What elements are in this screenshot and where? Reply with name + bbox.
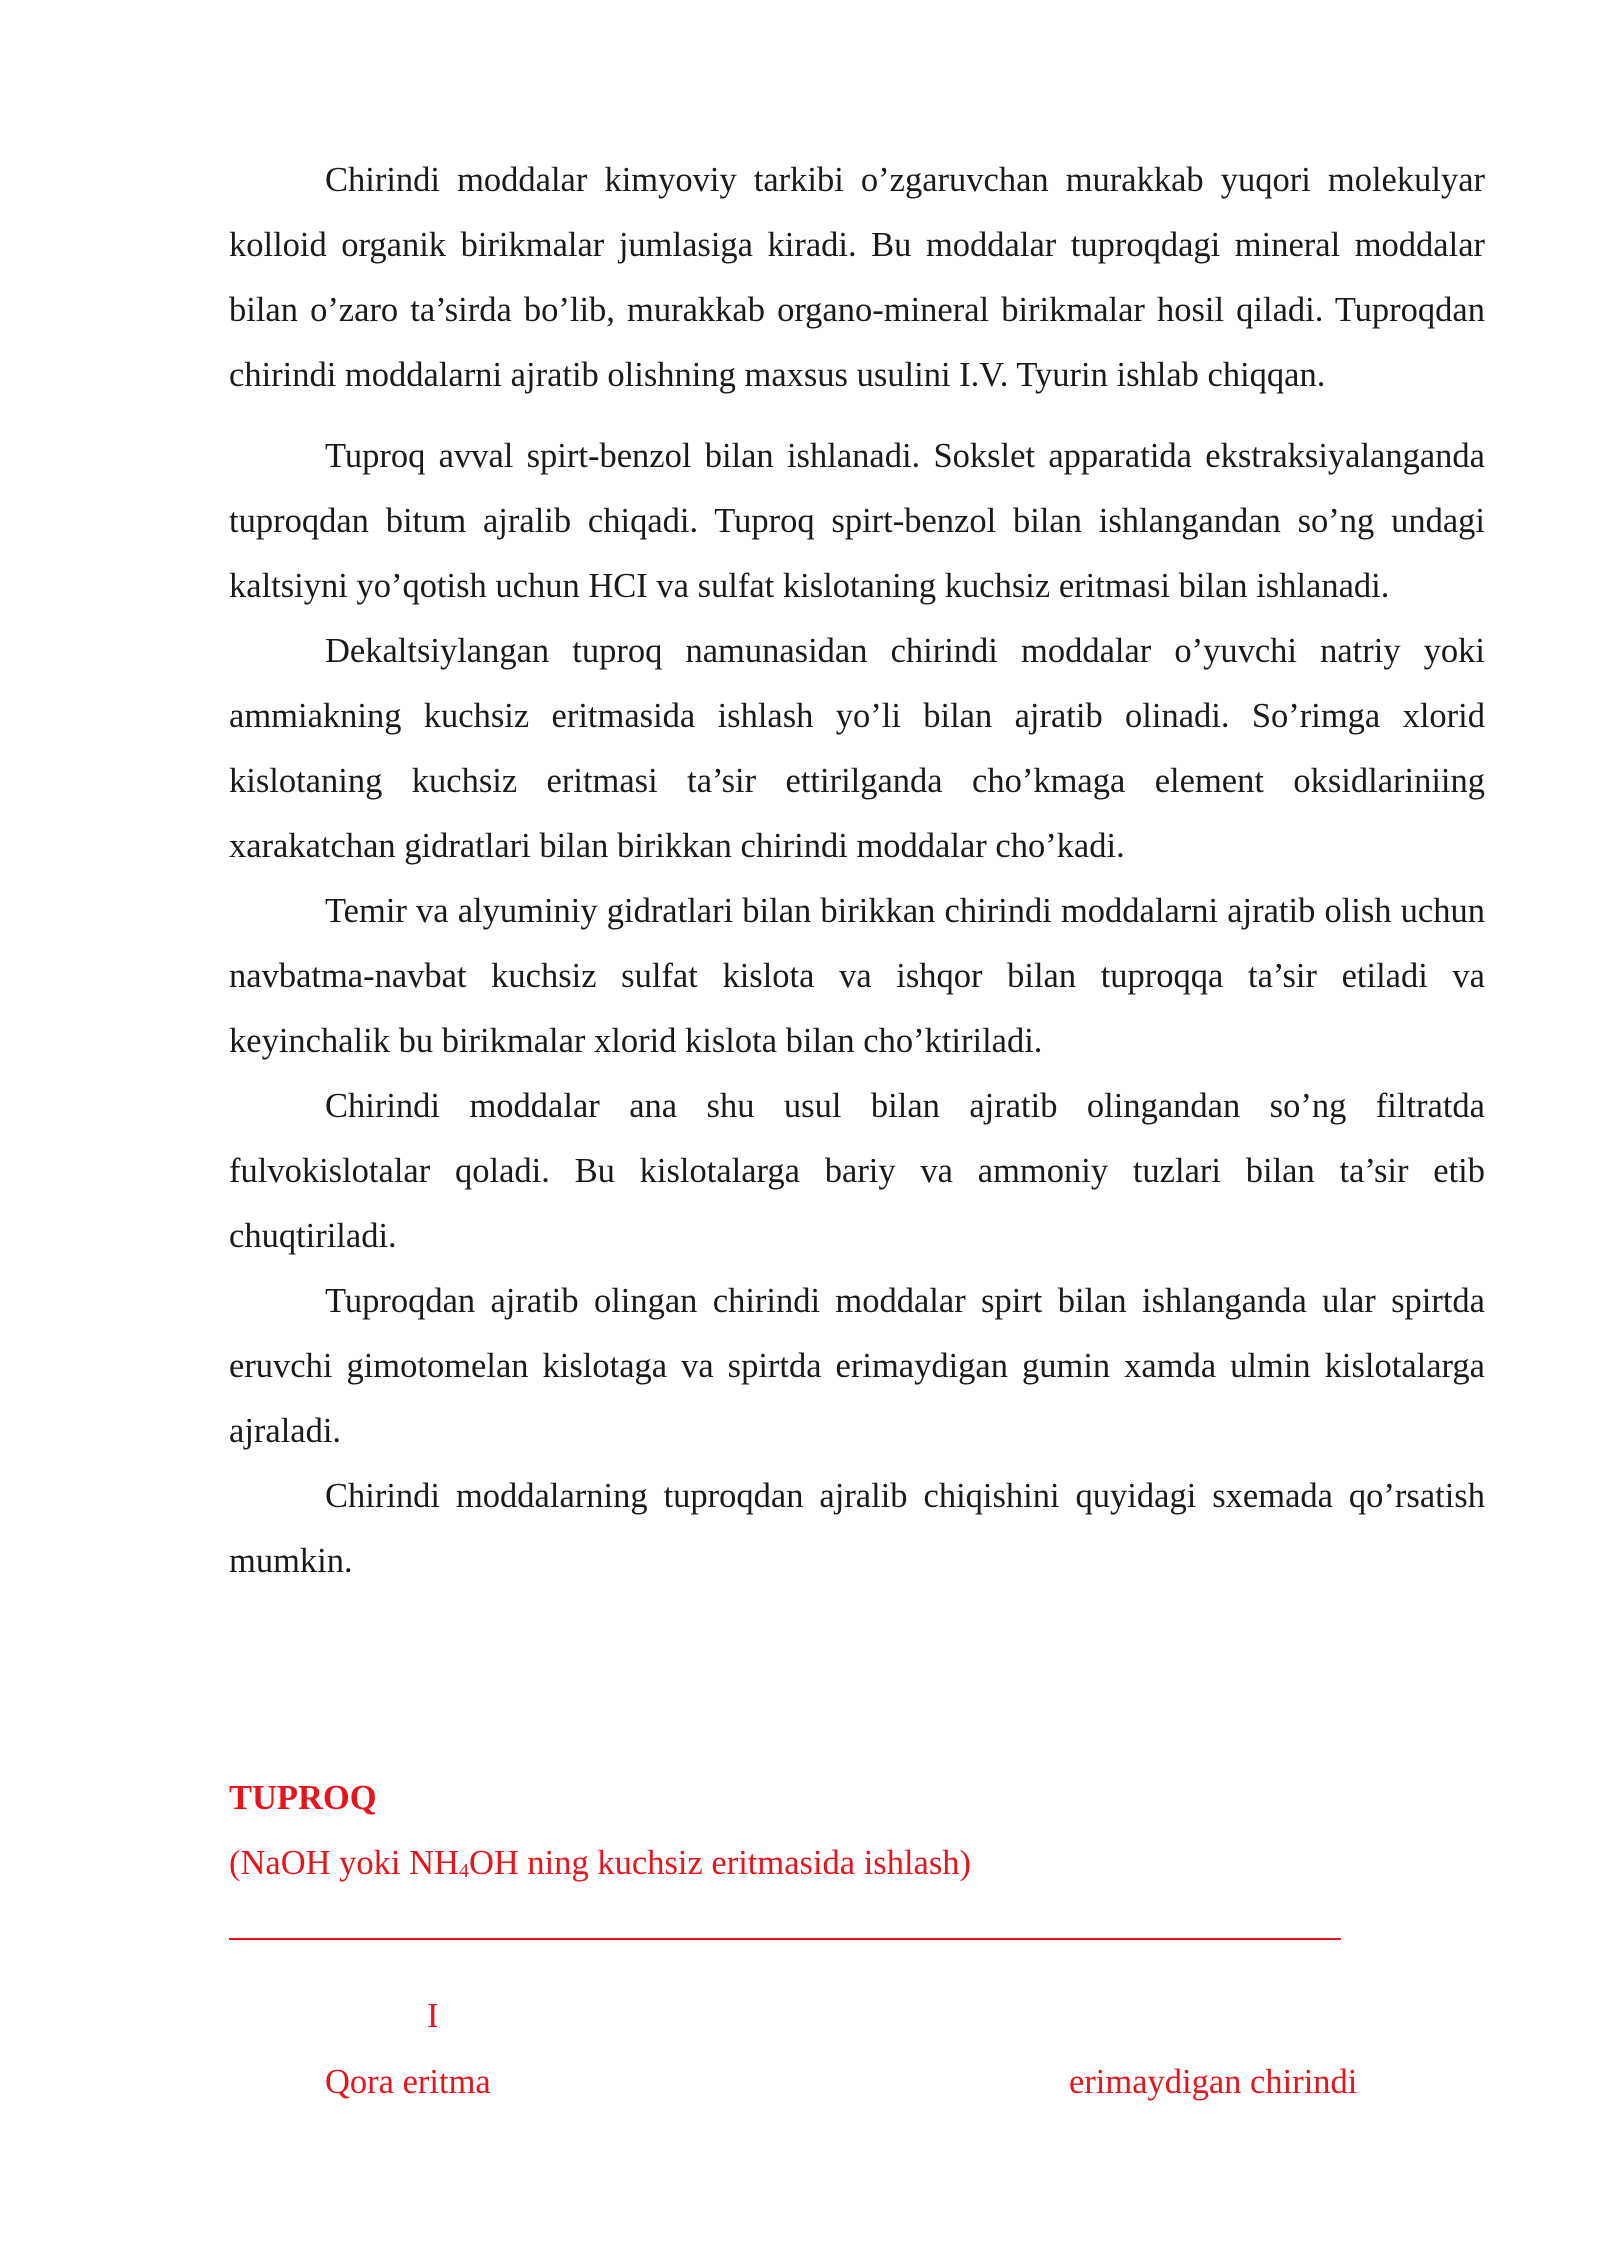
paragraph-3: Dekaltsiylangan tuproq namunasidan chirindi moddalar o’yuvchi natriy yoki ammiakning kuchsiz eritmasida ishlash yo’li bilan ajratib olinadi. So’rimga xlorid kislotaning kuchsiz eritmasi ta’sir ettirilganda cho’kmaga element oksidlariniing xarakatchan gidratlari bilan birikkan chirindi moddalar cho’kadi. [229, 632, 1485, 865]
paragraph-7: Chirindi moddalarning tuproqdan ajralib chiqishini quyidagi sxemada qo’rsatish mumkin. [229, 1477, 1485, 1580]
paragraph-2: Tuproq avval spirt-benzol bilan ishlanadi. Sokslet apparatida ekstraksiyalanganda tuproqdan bitum ajralib chiqadi. Tuproq spirt-benzol bilan ishlangandan so’ng undagi kaltsiyni yo’qotish uchun HCI va sulfat kislotaning kuchsiz eritmasi bilan ishlanadi. [229, 437, 1485, 605]
document-body [229, 148, 1485, 1594]
paragraph-1: Chirindi moddalar kimyoviy tarkibi o’zgaruvchan murakkab yuqori molekulyar kolloid organik birikmalar jumlasiga kiradi. Bu moddalar tuproqdagi mineral moddalar bilan o’zaro ta’sirda bo’lib, murakkab organo-mineral birikmalar hosil qiladi. Tuproqdan chirindi moddalarni ajratib olishning maxsus usulini I.V. Tyurin ishlab chiqqan. [229, 161, 1485, 394]
scheme-right-label: erimaydigan chirindi [1069, 2063, 1358, 2101]
scheme-subtitle-part-2: OH ning kuchsiz eritmasida ishlash) [468, 1844, 972, 1882]
paragraph-6: Tuproqdan ajratib olingan chirindi moddalar spirt bilan ishlanganda ular spirtda eruvchi gimotomelan kislotaga va spirtda erimaydigan gumin xamda ulmin kislotalarga ajraladi. [229, 1282, 1485, 1450]
scheme-divider-line [229, 1938, 1341, 1940]
scheme-branch-mark: I [427, 1997, 439, 2035]
paragraph-4: Temir va alyuminiy gidratlari bilan birikkan chirindi moddalarni ajratib olish uchun navbatma-navbat kuchsiz sulfat kislota va ishqor bilan tuproqqa ta’sir etiladi va keyinchalik bu birikmalar xlorid kislota bilan cho’ktiriladi. [229, 892, 1485, 1060]
scheme-left-label: Qora eritma [325, 2063, 491, 2101]
paragraph-5: Chirindi moddalar ana shu usul bilan ajratib olingandan so’ng filtratda fulvokislotalar qoladi. Bu kislotalarga bariy va ammoniy tuzlari bilan ta’sir etib chuqtiriladi. [229, 1087, 1485, 1255]
scheme-title: TUPROQ [229, 1779, 377, 1817]
extraction-scheme [229, 1766, 1529, 2101]
scheme-subtitle-subscript: 4 [458, 1860, 469, 1882]
scheme-subtitle-part-1: (NaOH yoki NH [229, 1844, 459, 1882]
scheme-subtitle [229, 1831, 1529, 1896]
